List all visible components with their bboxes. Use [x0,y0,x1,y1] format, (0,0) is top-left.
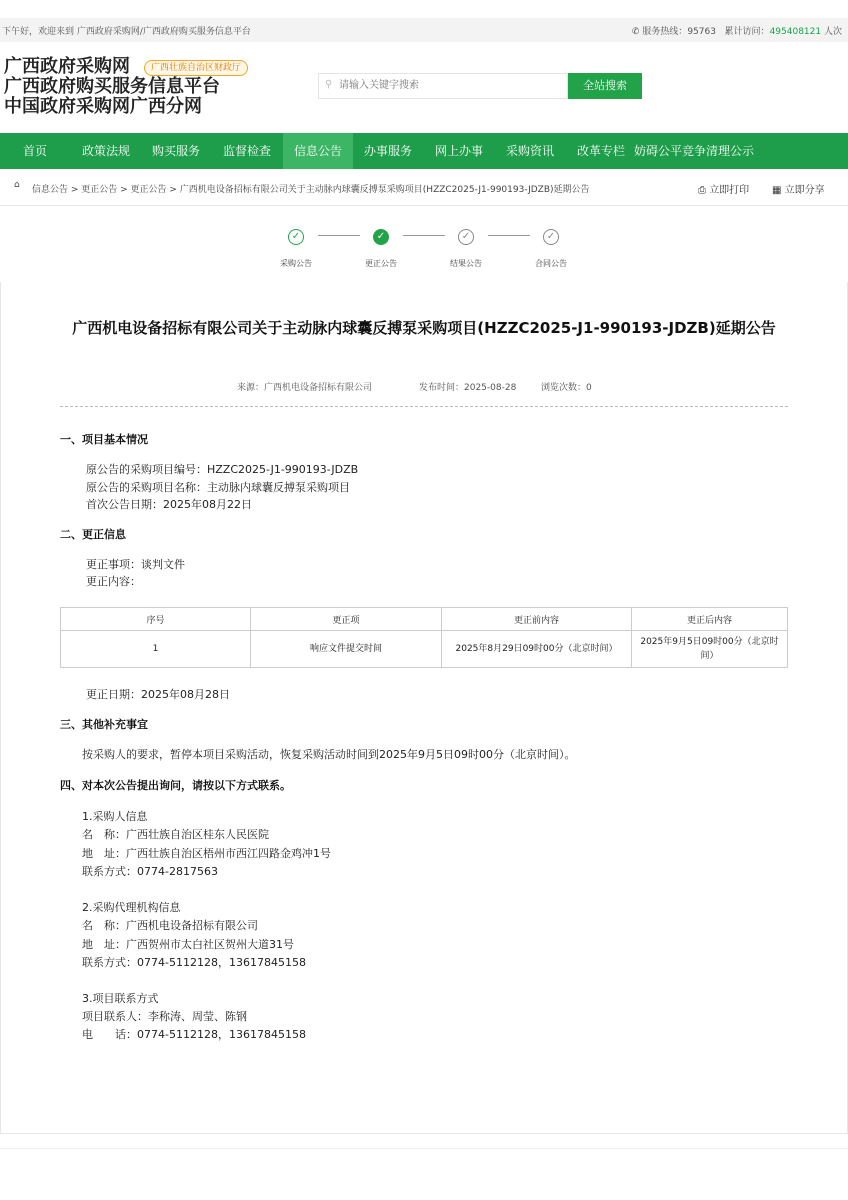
nav-news[interactable]: 采购资讯 [505,144,554,158]
print-label: 立即打印 [709,185,750,196]
nav-announcements[interactable]: 信息公告 [283,133,353,169]
view-count: 浏览次数：0 [541,383,592,393]
section-heading: 二、更正信息 [60,528,126,541]
cell: 2025年8月29日09时00分（北京时间） [442,631,632,668]
correction-date: 更正日期：2025年08月28日 [86,688,230,701]
nav-fair-competition[interactable]: 妨碍公平竞争清理公示 [634,144,755,158]
agency-name: 名 称：广西机电设备招标有限公司 [82,919,258,932]
first-notice-date: 首次公告日期：2025年08月22日 [86,498,252,511]
search-icon: ⚲ [325,79,333,90]
site-title-3[interactable]: 中国政府采购网广西分网 [4,96,202,117]
project-contact-person: 项目联系人：李称涛、周莹、陈钢 [82,1010,247,1023]
hotline-number: 95763 [687,27,716,37]
content-frame [0,282,848,1134]
nav-online[interactable]: 网上办事 [434,144,483,158]
main-nav [0,133,848,169]
project-contact-title: 3.项目联系方式 [82,992,159,1005]
finance-dept-badge: 广西壮族自治区财政厅 [144,60,248,76]
breadcrumb-path[interactable]: 信息公告 > 更正公告 > 更正公告 > 广西机电设备招标有限公司关于主动脉内球囊反搏泵采购项目(HZZC2025-J1-990193-JDZB)延期公告 [32,185,590,195]
col-header: 更正后内容 [632,608,788,631]
nav-reform[interactable]: 改革专栏 [576,144,625,158]
correction-item: 更正事项：谈判文件 [86,558,185,571]
agency-title: 2.采购代理机构信息 [82,901,181,914]
visits-count: 495408121 [769,27,822,37]
correction-table [60,607,788,668]
top-stats [632,24,842,37]
nav-home[interactable]: 首页 [22,144,47,158]
footer-divider [0,1148,848,1149]
step-connector [488,235,530,236]
purchaser-address: 地 址：广西壮族自治区梧州市西江四路金鸡冲1号 [82,847,331,860]
printer-icon: ⎙ [698,185,706,196]
step-label[interactable]: 更正公告 [365,259,397,268]
step-connector [318,235,360,236]
visits-unit: 人次 [823,27,842,37]
agency-address: 地 址：广西贺州市太白社区贺州大道31号 [82,938,294,951]
nav-policy[interactable]: 政策法规 [81,144,130,158]
nav-purchase-service[interactable]: 购买服务 [151,144,200,158]
step-label[interactable]: 合同公告 [535,259,567,268]
col-header: 序号 [61,608,251,631]
search-box [318,73,568,99]
table-row [61,631,788,668]
col-header: 更正项 [251,608,442,631]
announcement-title: 广西机电设备招标有限公司关于主动脉内球囊反搏泵采购项目(HZZC2025-J1-990193-JDZB)延期公告 [72,319,776,337]
step-check-icon: ✓ [288,229,304,245]
divider [60,406,788,407]
source-meta: 来源：广西机电设备招标有限公司 [237,383,373,393]
step-label[interactable]: 结果公告 [450,259,482,268]
step-check-icon: ✓ [543,229,559,245]
project-name: 原公告的采购项目名称：主动脉内球囊反搏泵采购项目 [86,481,350,494]
purchaser-title: 1.采购人信息 [82,810,148,823]
publish-date: 发布时间：2025-08-28 [419,383,517,393]
search-input[interactable] [337,79,561,92]
share-label: 立即分享 [784,185,825,196]
step-label[interactable]: 采购公告 [280,259,312,268]
share-button[interactable] [772,181,825,196]
project-contact-phone: 电 话：0774-5112128，13617845158 [82,1028,306,1041]
phone-icon: ✆ [631,27,640,37]
agency-contact: 联系方式：0774-5112128，13617845158 [82,956,306,969]
greeting-text: 下午好，欢迎来到 广西政府采购网/广西政府购买服务信息平台 [2,27,251,37]
site-title-2[interactable]: 广西政府购买服务信息平台 [4,76,220,97]
print-button[interactable] [698,181,749,196]
purchaser-contact: 联系方式：0774-2817563 [82,865,218,878]
nav-supervision[interactable]: 监督检查 [222,144,271,158]
cell: 2025年9月5日09时00分（北京时间） [632,631,788,668]
col-header: 更正前内容 [442,608,632,631]
hotline-label: 服务热线： [642,27,688,37]
site-title-1[interactable]: 广西政府采购网 [4,56,130,77]
step-check-icon: ✓ [458,229,474,245]
table-header-row [61,608,788,631]
cell: 响应文件提交时间 [251,631,442,668]
project-number: 原公告的采购项目编号：HZZC2025-J1-990193-JDZB [86,463,359,476]
cell: 1 [61,631,251,668]
section-heading: 三、其他补充事宜 [60,718,148,731]
correction-content-label: 更正内容： [86,575,141,588]
section-heading: 一、项目基本情况 [60,433,148,446]
step-check-icon: ✓ [373,229,389,245]
section-heading: 四、对本次公告提出询问，请按以下方式联系。 [60,779,291,792]
supplement-text: 按采购人的要求，暂停本项目采购活动，恢复采购活动时间到2025年9月5日09时00分（北京时间）。 [82,748,576,761]
qrcode-icon: ▦ [772,185,782,196]
purchaser-name: 名 称：广西壮族自治区桂东人民医院 [82,828,269,841]
breadcrumb [0,169,848,206]
site-search-button[interactable]: 全站搜索 [568,73,642,99]
nav-services[interactable]: 办事服务 [363,144,412,158]
visits-label: 累计访问： [724,27,770,37]
top-bar [0,18,848,42]
step-connector [403,235,445,236]
home-icon[interactable]: ⌂ [14,180,20,190]
